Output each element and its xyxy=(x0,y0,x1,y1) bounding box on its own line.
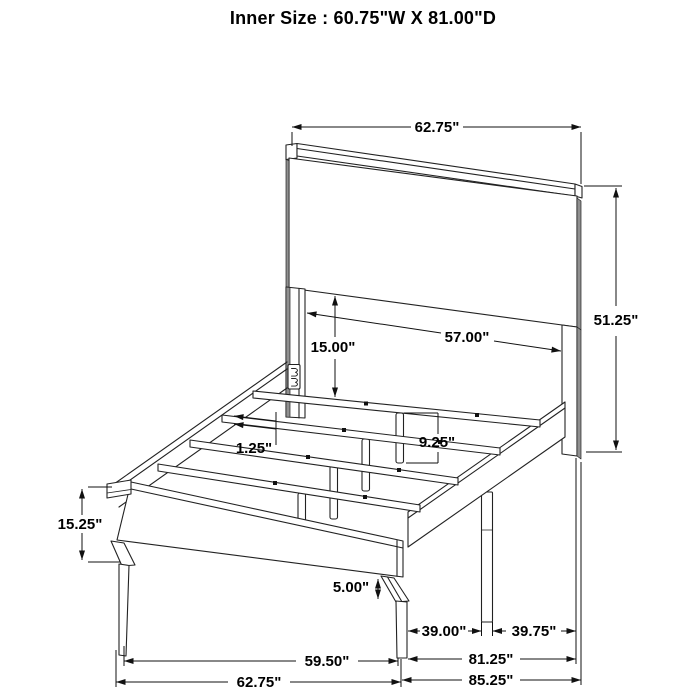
dim-label-span-back: 39.75" xyxy=(511,623,557,640)
dim-leg-clearance xyxy=(333,579,378,599)
bolt xyxy=(273,481,277,485)
footboard xyxy=(107,480,403,577)
dim-label-slat-thickness: 1.25" xyxy=(235,440,273,457)
dim-headboard-height xyxy=(584,186,638,452)
footboard-leg-left xyxy=(111,541,135,656)
bolt xyxy=(475,413,479,417)
dim-span-back xyxy=(493,622,577,640)
footboard-leg-right xyxy=(381,576,409,658)
center-support-leg xyxy=(482,492,493,622)
dim-label-span-front: 39.00" xyxy=(421,623,467,640)
bolt xyxy=(363,495,367,499)
bolt xyxy=(397,468,401,472)
dim-outer-width-floor xyxy=(116,650,401,691)
bolt xyxy=(306,455,310,459)
dim-label-headboard-gap: 15.00" xyxy=(310,339,356,356)
dim-label-inner-depth-floor: 59.50" xyxy=(304,653,350,670)
dim-inner-depth-floor xyxy=(124,646,398,670)
dim-label-outer-width-floor: 62.75" xyxy=(236,674,282,691)
dim-label-footboard-height: 15.25" xyxy=(57,516,103,533)
dim-headboard-gap xyxy=(311,296,356,397)
dim-label-headboard-width: 62.75" xyxy=(414,119,460,136)
dim-footboard-height xyxy=(58,487,120,562)
dim-label-leg-clearance: 5.00" xyxy=(332,579,370,596)
bolt xyxy=(342,428,346,432)
dim-label-inner-width: 57.00" xyxy=(444,329,490,346)
page-title: Inner Size : 60.75"W X 81.00"D xyxy=(229,8,497,28)
headboard-leg-right-shade xyxy=(577,327,581,459)
dim-label-outer-depth: 85.25" xyxy=(468,672,514,689)
dim-label-rail-inner-depth: 81.25" xyxy=(468,651,514,668)
dim-label-slat-leg-height: 9.25" xyxy=(418,434,456,451)
dim-label-headboard-height: 51.25" xyxy=(593,312,639,329)
dim-span-front xyxy=(408,622,482,640)
headboard-panel-left-shade xyxy=(286,160,289,289)
bolt xyxy=(364,402,368,406)
headboard-panel-side-shade xyxy=(577,198,581,330)
